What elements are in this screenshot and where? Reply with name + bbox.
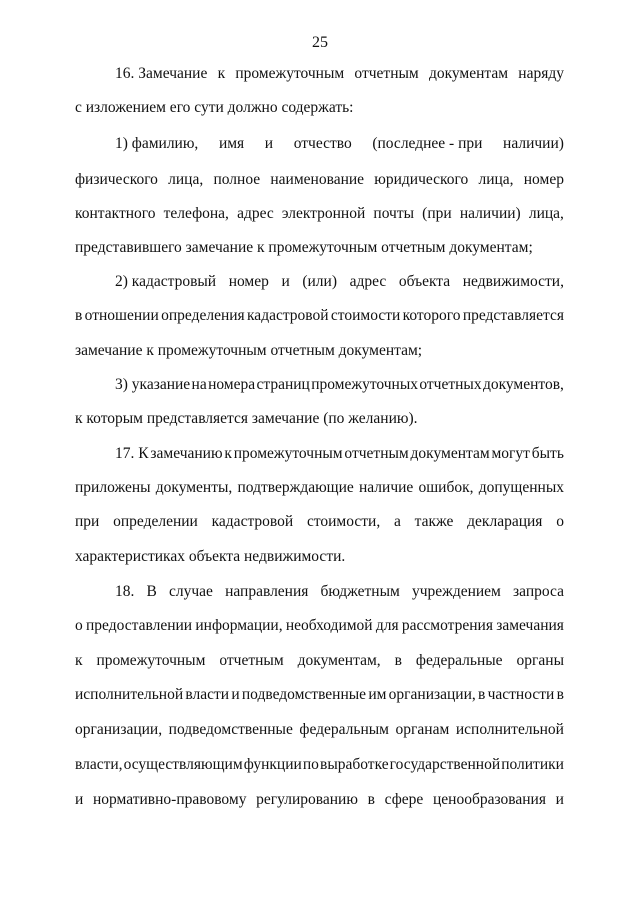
word: бюджетным (320, 583, 400, 600)
word: В (146, 583, 157, 600)
word: (или) (302, 273, 337, 290)
word: органам (395, 721, 450, 738)
word: федеральные (415, 652, 503, 669)
word: номер (523, 171, 564, 188)
text-line (115, 582, 564, 602)
word: быть (531, 445, 564, 462)
word: о (75, 617, 83, 634)
text-line (75, 790, 564, 810)
word: 16. Замечание (115, 65, 208, 82)
text-line (75, 651, 564, 671)
word: при (75, 513, 100, 530)
word: необходимой (285, 617, 373, 634)
word: исполнительной (455, 721, 564, 738)
word: наличие (358, 479, 414, 496)
word: адрес (349, 273, 387, 290)
word: власти, (75, 756, 123, 773)
word: объекта (398, 273, 451, 290)
word: организации, (388, 686, 476, 703)
text-line (75, 306, 564, 326)
word: подведомственные (168, 721, 293, 738)
word: исполнительной (75, 686, 184, 703)
word: документы, (155, 479, 233, 496)
text-line (75, 512, 564, 532)
word: учреждением (411, 583, 501, 600)
word: сфере (384, 791, 424, 808)
word: электронной (281, 205, 366, 222)
text-line (75, 755, 564, 775)
word: им (368, 686, 387, 703)
text-line (75, 204, 564, 224)
word: страниц (256, 376, 310, 393)
word: наряду (518, 65, 564, 82)
word: декларация (467, 513, 543, 530)
word: отчетных (419, 376, 482, 393)
word: промежуточных (311, 376, 419, 393)
text-line (75, 720, 564, 740)
word: и (281, 273, 290, 290)
word: лица, (478, 171, 514, 188)
word: 1) фамилию, (115, 135, 199, 152)
word: в (367, 791, 375, 808)
word: по (302, 756, 319, 773)
word: направления (225, 583, 309, 600)
text-line (75, 170, 564, 190)
text-line (75, 685, 564, 705)
word: подтверждающие (237, 479, 354, 496)
word: выработке (320, 756, 389, 773)
word: в (556, 686, 564, 703)
word: приложены (75, 479, 151, 496)
word: на (191, 376, 207, 393)
text-line (115, 134, 564, 154)
text-line: с изложением его сути должно содержать: (75, 99, 354, 116)
word: отчество (293, 135, 352, 152)
word: предоставлении (86, 617, 193, 634)
word: представляется (462, 307, 564, 324)
text-line (115, 444, 564, 464)
word: в (75, 307, 83, 324)
word: замечания (496, 617, 564, 634)
word: 2) кадастровый (115, 273, 217, 290)
word: определении (113, 513, 198, 530)
word: отношении (84, 307, 159, 324)
word: (при (422, 205, 452, 222)
word: почты (373, 205, 415, 222)
word: допущенных (478, 479, 564, 496)
word: могут (491, 445, 530, 462)
word: документов, (482, 376, 564, 393)
text-line: характеристиках объекта недвижимости. (75, 548, 346, 565)
word: к (75, 652, 83, 669)
word: случае (169, 583, 213, 600)
word: кадастровой (211, 513, 294, 530)
word: о (556, 513, 564, 530)
word: подведомственные (241, 686, 367, 703)
word: юридического (374, 171, 469, 188)
word: документам, (297, 652, 381, 669)
word: отчетным (344, 445, 409, 462)
word: замечанию (150, 445, 223, 462)
word: лица, (528, 205, 564, 222)
word: ценообразования (432, 791, 546, 808)
word: документам (428, 65, 509, 82)
word: а (393, 513, 401, 530)
text-line (115, 375, 564, 395)
word: частности (487, 686, 555, 703)
word: промежуточным (235, 65, 345, 82)
word: 17. К (115, 445, 149, 462)
word: власти (185, 686, 230, 703)
word: кадастровой (247, 307, 329, 324)
word: ошибок, (418, 479, 474, 496)
word: нормативно-правовому (93, 791, 247, 808)
word: 3) указание (115, 376, 191, 393)
word: которого (402, 307, 461, 324)
word: функции (243, 756, 302, 773)
text-line (75, 616, 564, 636)
word: к (217, 65, 226, 82)
word: промежуточным (96, 652, 206, 669)
word: и (264, 135, 274, 152)
text-line (115, 272, 564, 292)
word: телефона, (163, 205, 229, 222)
word: для (375, 617, 399, 634)
word: стоимости (330, 307, 401, 324)
word: организации, (75, 721, 163, 738)
text-line (75, 478, 564, 498)
text-line: замечание к промежуточным отчетным документам; (75, 342, 423, 359)
word: политики (501, 756, 564, 773)
word: стоимости, (306, 513, 381, 530)
word: осуществляющим (123, 756, 243, 773)
word: лица, (168, 171, 204, 188)
word: адрес (237, 205, 274, 222)
word: государственной (389, 756, 501, 773)
word: физического (75, 171, 158, 188)
word: регулированию (256, 791, 358, 808)
word: и (75, 791, 84, 808)
page-number: 25 (312, 34, 328, 51)
word: (последнее - при (372, 135, 483, 152)
word: и (555, 791, 564, 808)
word: и (231, 686, 240, 703)
text-line: к которым представляется замечание (по желанию). (75, 410, 418, 427)
word: номер (228, 273, 269, 290)
word: 18. (115, 583, 135, 600)
word: в (394, 652, 402, 669)
word: полное (213, 171, 261, 188)
word: определения (161, 307, 245, 324)
word: отчетным (219, 652, 284, 669)
word: к (224, 445, 232, 462)
word: отчетным (354, 65, 419, 82)
word: рассмотрения (401, 617, 493, 634)
text-line: представившего замечание к промежуточным отчетным документам; (75, 239, 533, 256)
word: наличии) (503, 135, 564, 152)
word: органы (516, 652, 564, 669)
word: также (414, 513, 454, 530)
word: документам (410, 445, 490, 462)
word: наличии) (459, 205, 521, 222)
word: наименование (270, 171, 365, 188)
word: промежуточным (233, 445, 343, 462)
word: в (478, 686, 486, 703)
word: запроса (513, 583, 564, 600)
word: номера (208, 376, 256, 393)
word: контактного (75, 205, 156, 222)
word: федеральным (299, 721, 389, 738)
word: имя (218, 135, 245, 152)
word: недвижимости, (462, 273, 564, 290)
text-line (115, 64, 564, 84)
word: информации, (195, 617, 283, 634)
